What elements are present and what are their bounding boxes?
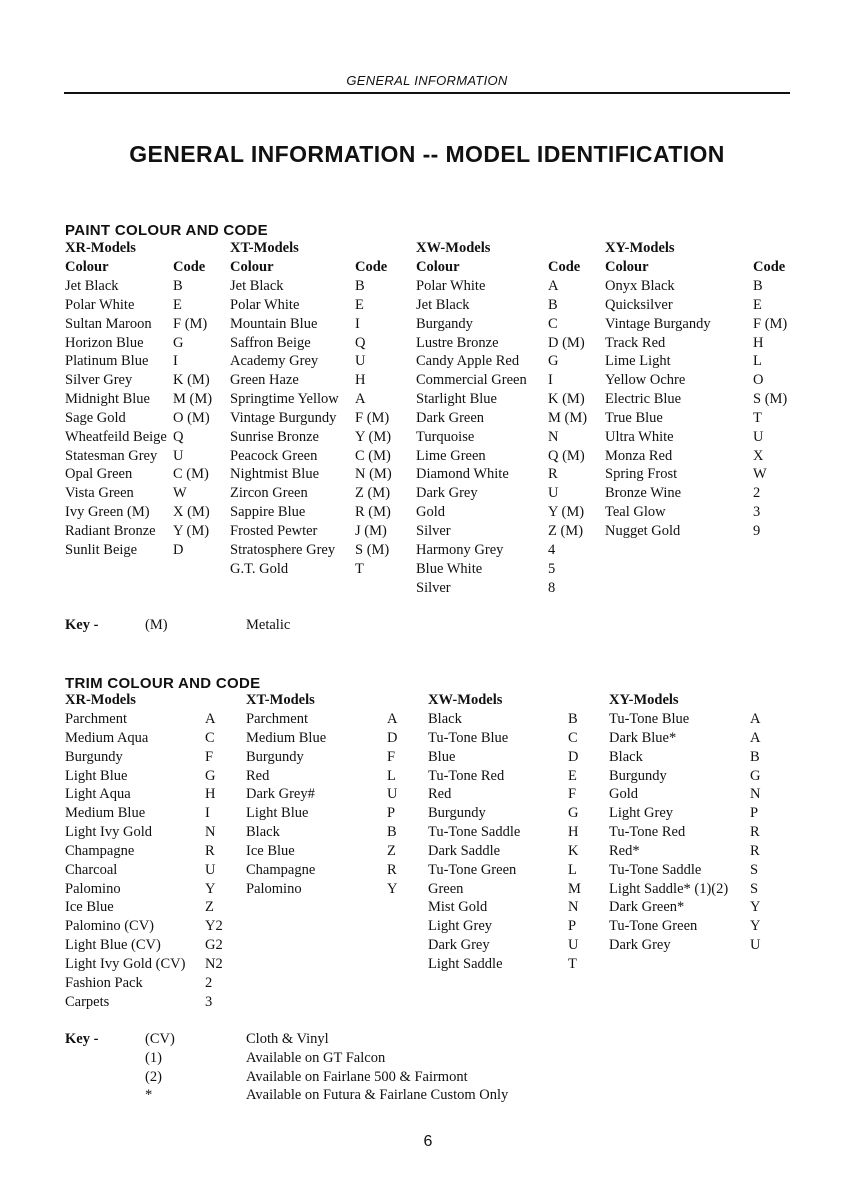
colour-code: E (355, 296, 364, 313)
colour-code: M (M) (173, 391, 213, 408)
key-description: Available on Futura & Fairlane Custom Only (246, 1087, 509, 1104)
colour-code: D (387, 729, 398, 746)
colour-code: N (568, 899, 579, 916)
colour-code: C (568, 729, 578, 746)
colour-name: Light Saddle (428, 955, 503, 972)
colour-code: B (750, 748, 760, 765)
colour-code: D (173, 541, 184, 558)
key-label: Key - (65, 617, 99, 633)
colour-code: A (750, 711, 761, 727)
colour-code: X (753, 447, 764, 464)
colour-name: Silver Grey (65, 372, 133, 389)
colour-code: F (M) (355, 409, 390, 426)
colour-name: Black (246, 824, 280, 841)
colour-code: H (355, 372, 366, 389)
code-header: Code (548, 259, 581, 275)
colour-name: Sage Gold (65, 409, 126, 426)
key-description: Available on GT Falcon (246, 1049, 386, 1066)
colour-code: W (173, 485, 187, 502)
colour-name: Light Grey (609, 805, 674, 822)
colour-name: Nightmist Blue (230, 466, 320, 483)
colour-code: 2 (753, 485, 761, 502)
colour-name: Palomino (CV) (65, 918, 155, 935)
colour-name: Jet Black (230, 278, 284, 294)
colour-code: L (387, 767, 396, 784)
colour-code: U (753, 428, 764, 445)
colour-name: Silver (416, 522, 451, 539)
colour-code: L (753, 353, 762, 370)
colour-header: Colour (605, 259, 649, 275)
key-description: Metalic (246, 617, 291, 633)
paint-section-heading: PAINT COLOUR AND CODE (65, 222, 268, 239)
key-symbol: (CV) (145, 1031, 175, 1047)
colour-name: Ice Blue (246, 842, 295, 859)
colour-name: Black (428, 711, 462, 727)
colour-code: P (387, 805, 396, 822)
colour-code: G (205, 767, 216, 784)
colour-name: Lustre Bronze (416, 334, 499, 351)
key-description: Cloth & Vinyl (246, 1031, 329, 1047)
colour-name: Dark Grey (416, 485, 478, 502)
colour-name: Champagne (65, 842, 135, 859)
colour-name: Silver (416, 579, 451, 596)
colour-name: Red (428, 786, 452, 803)
colour-code: A (205, 711, 216, 727)
colour-code: E (173, 296, 182, 313)
colour-name: Horizon Blue (65, 334, 144, 351)
colour-code: G (173, 334, 184, 351)
colour-code: Q (355, 334, 366, 351)
colour-name: Green (428, 880, 464, 897)
model-heading: XR-Models (65, 692, 136, 708)
key-symbol: (1) (145, 1049, 162, 1066)
colour-code: N (M) (355, 466, 392, 483)
page-title: GENERAL INFORMATION -- MODEL IDENTIFICATION (129, 141, 725, 167)
key-label: Key - (65, 1031, 99, 1047)
colour-name: Light Blue (65, 767, 128, 784)
colour-name: Light Blue (CV) (65, 937, 161, 954)
colour-code: F (568, 786, 577, 803)
colour-code: I (548, 372, 553, 389)
colour-name: Light Aqua (65, 786, 131, 803)
colour-name: Parchment (246, 711, 309, 727)
colour-name: Dark Grey# (246, 786, 315, 803)
colour-code: B (753, 278, 763, 294)
colour-code: S (750, 861, 759, 878)
colour-code: 2 (205, 974, 213, 991)
colour-code: A (355, 391, 366, 408)
colour-name: Burgundy (65, 748, 123, 765)
colour-name: Tu-Tone Red (609, 824, 686, 841)
colour-code: S (M) (355, 541, 390, 558)
colour-name: Gold (416, 504, 445, 521)
colour-name: Black (609, 748, 643, 765)
colour-code: A (750, 729, 761, 746)
colour-name: Opal Green (65, 466, 133, 483)
colour-name: Blue (428, 748, 456, 765)
colour-name: Ice Blue (65, 899, 114, 916)
colour-code: M (568, 880, 581, 897)
colour-code: I (173, 353, 178, 370)
colour-name: Light Ivy Gold (CV) (65, 955, 186, 972)
colour-name: Lime Green (416, 447, 486, 464)
key-symbol: (M) (145, 617, 168, 633)
colour-code: K (568, 842, 579, 859)
colour-code: P (750, 805, 759, 822)
colour-name: Jet Black (416, 296, 470, 313)
colour-name: Springtime Yellow (230, 391, 339, 408)
colour-name: Dark Green (416, 409, 485, 426)
colour-code: K (M) (548, 391, 585, 408)
colour-name: Sultan Maroon (65, 315, 152, 332)
colour-code: T (568, 955, 577, 972)
colour-code: L (568, 861, 577, 878)
colour-name: Ultra White (605, 428, 674, 445)
colour-name: Tu-Tone Saddle (609, 861, 702, 878)
colour-name: Light Ivy Gold (65, 824, 152, 841)
colour-code: O (M) (173, 409, 210, 426)
colour-name: Palomino (65, 880, 121, 897)
colour-code: E (753, 296, 762, 313)
colour-code: Y (M) (355, 428, 392, 445)
key-symbol: * (145, 1087, 153, 1104)
colour-name: Electric Blue (605, 391, 682, 408)
key-description: Available on Fairlane 500 & Fairmont (246, 1068, 468, 1085)
colour-code: 3 (205, 993, 213, 1010)
colour-code: C (205, 729, 215, 746)
colour-code: F (205, 748, 214, 765)
model-heading: XY-Models (609, 692, 679, 708)
colour-header: Colour (65, 259, 109, 275)
colour-name: Turquoise (416, 428, 475, 445)
colour-code: G (548, 353, 559, 370)
colour-name: Burgandy (416, 315, 473, 332)
colour-name: Monza Red (605, 447, 673, 464)
colour-code: Z (M) (548, 522, 584, 539)
colour-name: Tu-Tone Blue (609, 711, 690, 727)
model-heading: XY-Models (605, 240, 675, 256)
colour-code: U (205, 861, 216, 878)
colour-name: Polar White (230, 296, 300, 313)
colour-name: Dark Grey (609, 937, 671, 954)
colour-name: Dark Green* (609, 899, 685, 916)
header-rule (64, 92, 790, 94)
code-header: Code (753, 259, 786, 275)
colour-code: 5 (548, 560, 556, 577)
colour-name: Nugget Gold (605, 522, 681, 539)
colour-name: Light Blue (246, 805, 309, 822)
colour-name: Mountain Blue (230, 315, 318, 332)
colour-name: Midnight Blue (65, 391, 150, 408)
colour-name: Light Saddle* (1)(2) (609, 880, 729, 897)
colour-code: T (753, 409, 762, 426)
colour-name: Palomino (246, 880, 302, 897)
colour-name: Sunlit Beige (65, 541, 138, 558)
colour-code: G (568, 805, 579, 822)
colour-code: N (548, 428, 559, 445)
colour-code: W (753, 466, 767, 483)
colour-name: Burgundy (246, 748, 304, 765)
colour-code: B (355, 278, 365, 294)
colour-code: Y (387, 880, 398, 897)
colour-name: True Blue (605, 409, 663, 426)
key-symbol: (2) (145, 1068, 162, 1085)
colour-code: Z (387, 842, 396, 859)
colour-code: R (387, 861, 397, 878)
colour-name: Tu-Tone Green (609, 918, 698, 935)
model-heading: XT-Models (246, 692, 315, 708)
colour-code: R (750, 842, 760, 859)
colour-name: G.T. Gold (230, 560, 289, 577)
colour-code: U (568, 937, 579, 954)
colour-name: Polar White (416, 278, 486, 294)
colour-name: Fashion Pack (65, 974, 143, 991)
colour-code: A (548, 278, 559, 294)
colour-code: G2 (205, 937, 223, 954)
colour-name: Ivy Green (M) (65, 504, 150, 521)
colour-code: Q (M) (548, 447, 585, 464)
colour-code: F (M) (173, 315, 208, 332)
colour-name: Burgundy (609, 767, 667, 784)
colour-code: R (205, 842, 215, 859)
colour-code: U (548, 485, 559, 502)
colour-name: Dark Saddle (428, 842, 501, 859)
colour-code: J (M) (355, 522, 387, 539)
colour-name: Tu-Tone Green (428, 861, 517, 878)
colour-name: Red (246, 767, 270, 784)
colour-code: N2 (205, 955, 223, 972)
colour-code: Y (750, 899, 761, 916)
colour-code: N (750, 786, 761, 803)
colour-code: N (205, 824, 216, 841)
colour-name: Gold (609, 786, 638, 803)
colour-name: Saffron Beige (230, 334, 311, 351)
colour-code: S (M) (753, 391, 788, 408)
colour-code: A (387, 711, 398, 727)
colour-code: D (M) (548, 334, 585, 351)
colour-code: R (548, 466, 558, 483)
colour-name: Onyx Black (605, 278, 675, 294)
colour-code: M (M) (548, 409, 588, 426)
colour-code: P (568, 918, 577, 935)
colour-header: Colour (416, 259, 460, 275)
colour-code: Y (M) (548, 504, 585, 521)
colour-code: R (M) (355, 504, 391, 521)
colour-name: Spring Frost (605, 466, 678, 483)
colour-code: Y (205, 880, 216, 897)
colour-name: Blue White (416, 560, 483, 577)
colour-name: Dark Grey (428, 937, 490, 954)
colour-name: Track Red (605, 334, 666, 351)
colour-name: Sunrise Bronze (230, 428, 319, 445)
colour-name: Tu-Tone Saddle (428, 824, 521, 841)
colour-name: Sappire Blue (230, 504, 306, 521)
colour-code: T (355, 560, 364, 577)
colour-code: R (750, 824, 760, 841)
colour-code: U (355, 353, 366, 370)
colour-code: Z (205, 899, 214, 916)
colour-name: Vista Green (65, 485, 134, 502)
colour-code: Y (750, 918, 761, 935)
colour-name: Tu-Tone Blue (428, 729, 509, 746)
code-header: Code (173, 259, 206, 275)
model-heading: XW-Models (428, 692, 503, 708)
colour-code: Z (M) (355, 485, 391, 502)
colour-code: B (173, 278, 183, 294)
colour-name: Zircon Green (230, 485, 308, 502)
colour-code: U (387, 786, 398, 803)
code-header: Code (355, 259, 388, 275)
colour-name: Vintage Burgundy (230, 409, 337, 426)
colour-name: Quicksilver (605, 296, 673, 313)
colour-code: X (M) (173, 504, 210, 521)
colour-name: Light Grey (428, 918, 493, 935)
model-heading: XT-Models (230, 240, 299, 256)
colour-name: Tu-Tone Red (428, 767, 505, 784)
colour-header: Colour (230, 259, 274, 275)
colour-name: Carpets (65, 993, 110, 1010)
colour-name: Bronze Wine (605, 485, 682, 502)
colour-code: C (M) (355, 447, 391, 464)
colour-name: Jet Black (65, 278, 119, 294)
colour-code: 3 (753, 504, 761, 521)
running-head: GENERAL INFORMATION (346, 73, 508, 88)
model-heading: XW-Models (416, 240, 491, 256)
colour-name: Mist Gold (428, 899, 488, 916)
colour-code: U (750, 937, 761, 954)
colour-code: I (205, 805, 210, 822)
colour-name: Platinum Blue (65, 353, 149, 370)
colour-code: K (M) (173, 372, 210, 389)
colour-name: Lime Light (605, 353, 671, 370)
colour-name: Radiant Bronze (65, 522, 156, 539)
colour-code: U (173, 447, 184, 464)
colour-name: Red* (609, 842, 640, 859)
colour-code: B (568, 711, 578, 727)
colour-code: 9 (753, 522, 761, 539)
colour-name: Diamond White (416, 466, 509, 483)
colour-code: I (355, 315, 360, 332)
colour-name: Charcoal (65, 861, 118, 878)
trim-section-heading: TRIM COLOUR AND CODE (65, 675, 261, 692)
colour-name: Medium Blue (65, 805, 146, 822)
colour-name: Yellow Ochre (605, 372, 686, 389)
colour-code: S (750, 880, 759, 897)
colour-code: Y (M) (173, 522, 210, 539)
colour-name: Green Haze (230, 372, 299, 389)
colour-code: B (548, 296, 558, 313)
colour-code: E (568, 767, 577, 784)
page-number: 6 (423, 1133, 433, 1150)
colour-name: Medium Aqua (65, 729, 149, 746)
colour-name: Peacock Green (230, 447, 318, 464)
colour-name: Starlight Blue (416, 391, 497, 408)
colour-name: Frosted Pewter (230, 522, 318, 539)
colour-name: Commercial Green (416, 372, 527, 389)
colour-name: Stratosphere Grey (230, 541, 336, 558)
colour-name: Polar White (65, 296, 135, 313)
colour-code: F (M) (753, 315, 788, 332)
colour-code: H (205, 786, 216, 803)
colour-name: Parchment (65, 711, 128, 727)
colour-name: Burgundy (428, 805, 486, 822)
colour-name: Dark Blue* (609, 729, 677, 746)
colour-name: Vintage Burgandy (605, 315, 711, 332)
colour-code: G (750, 767, 761, 784)
colour-code: C (M) (173, 466, 209, 483)
colour-name: Champagne (246, 861, 316, 878)
colour-name: Statesman Grey (65, 447, 158, 464)
colour-name: Medium Blue (246, 729, 327, 746)
colour-code: 8 (548, 579, 556, 596)
colour-code: 4 (548, 541, 556, 558)
colour-name: Candy Apple Red (416, 353, 520, 370)
colour-code: Q (173, 428, 184, 445)
colour-name: Teal Glow (605, 504, 666, 521)
colour-code: Y2 (205, 918, 223, 935)
colour-name: Harmony Grey (416, 541, 504, 558)
colour-code: H (568, 824, 579, 841)
colour-name: Academy Grey (230, 353, 319, 370)
colour-name: Wheatfeild Beige (65, 428, 167, 445)
colour-code: C (548, 315, 558, 332)
colour-code: F (387, 748, 396, 765)
colour-code: H (753, 334, 764, 351)
colour-code: B (387, 824, 397, 841)
model-heading: XR-Models (65, 240, 136, 256)
colour-code: O (753, 372, 764, 389)
colour-code: D (568, 748, 579, 765)
